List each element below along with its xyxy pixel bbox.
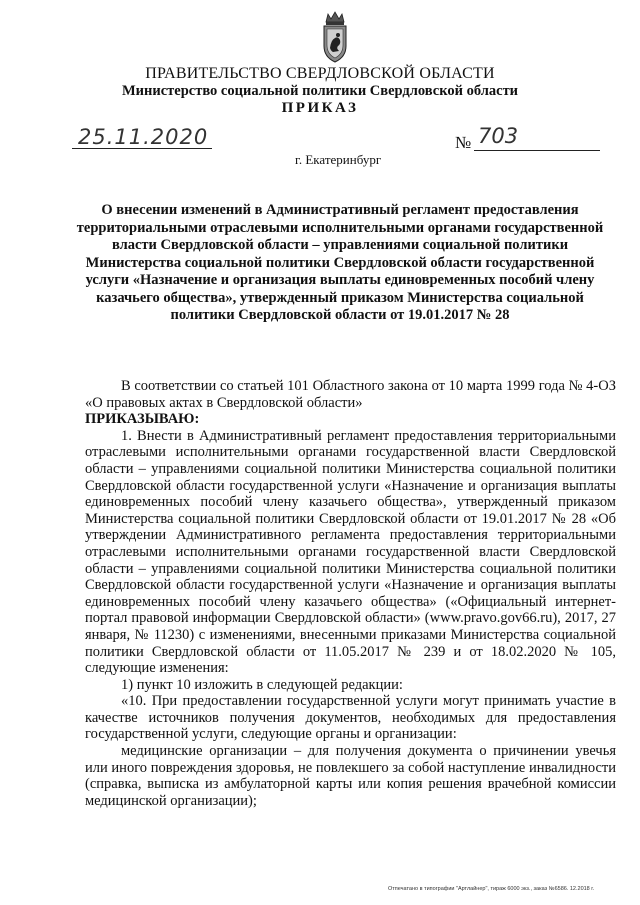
order-date: 25.11.2020 bbox=[78, 125, 209, 149]
medical-paragraph: медицинские организации – для получения документа о причинении увечья или иного повреждения здоровья, не повлекшего за собой наступление инвалидности (справка, выписка из амбулаторной карты или копия решения врачебной комиссии медицинской организации); bbox=[85, 743, 616, 809]
government-title: ПРАВИТЕЛЬСТВО СВЕРДЛОВСКОЙ ОБЛАСТИ bbox=[145, 65, 495, 82]
order-number: 703 bbox=[478, 124, 519, 148]
order-heading: ПРИКАЗЫВАЮ: bbox=[85, 411, 200, 428]
subitem-1-paragraph: 1) пункт 10 изложить в следующей редакции: bbox=[121, 676, 403, 693]
city: г. Екатеринбург bbox=[295, 152, 382, 167]
number-sign: № bbox=[455, 133, 472, 152]
date-underline bbox=[72, 148, 212, 149]
quote-paragraph: «10. При предоставлении государственной услуги могут принимать участие в качестве источников получения документов, необходимых для предоставления государственной услуги, следующие органы и организации: bbox=[85, 693, 616, 743]
print-footer: Отпечатано в типографии "Артлайнер", тираж 6000 экз., заказ №6586. 12.2018 г. bbox=[388, 886, 595, 892]
number-underline bbox=[474, 150, 600, 151]
order-word: ПРИКАЗ bbox=[281, 100, 359, 116]
order-title: О внесении изменений в Административный регламент предоставления территориальными отраслевыми исполнительными органами государственной власти Свердловской области – управлениями социальной политики Министерства социальной политики Свердловской области государственной услуги «Назначение и организация выплаты единовременных пособий члену казачьего общества», утвержденный приказом Министерства социальной политики Свердловской области от 19.01.2017 № 28 bbox=[76, 202, 604, 323]
item-1-paragraph: 1. Внести в Административный регламент предоставления территориальными отраслевыми исполнительными органами государственной власти Свердловской области – управлениями социальной политики Министерства социальной политики Свердловской области государственной услуги «Назначение и организация выплаты единовременных пособий члену казачьего общества», утвержденный приказом Министерства социальной политики Свердловской области от 19.01.2017 № 28 «Об утверждении Административного регламента предоставления территориальными отраслевыми исполнительными органами государственной власти Свердловской области – управлениями социальной политики Министерства социальной политики Свердловской области государственной услуги «Назначение и организация выплаты единовременных пособий члену казачьего общества» («Официальный интернет-портал правовой информации Свердловской области» (www.pravo.gov66.ru), 2017, 27 января, № 11230) с изменениями, внесенными приказами Министерства социальной политики Свердловской области от 11.05.2017 № 239 и от 18.02.2020 № 105, следующие изменения: bbox=[85, 427, 616, 677]
coat-of-arms-icon bbox=[319, 10, 351, 64]
ministry-title: Министерство социальной политики Свердловской области bbox=[121, 83, 519, 99]
order-body bbox=[85, 378, 616, 809]
preamble-paragraph: В соответствии со статьей 101 Областного закона от 10 марта 1999 года № 4-ОЗ «О правовых актах в Свердловской области» bbox=[85, 378, 616, 411]
